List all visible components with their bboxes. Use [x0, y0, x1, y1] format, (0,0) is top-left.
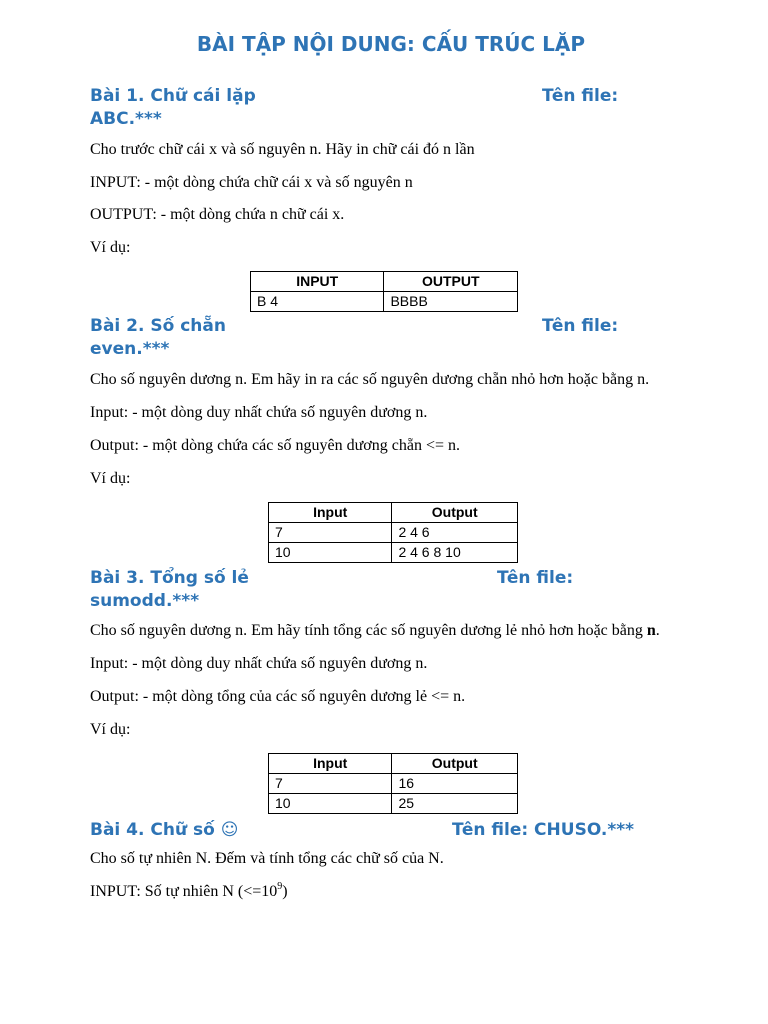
table-cell: 16 [392, 774, 518, 794]
exercise-3-description [90, 621, 660, 641]
exercise-3-title: Bài 3. Tổng số lẻ [90, 568, 249, 588]
table-cell: 2 4 6 8 10 [392, 543, 518, 563]
exercise-3-bold-n: n [646, 622, 656, 639]
table-cell: 25 [392, 794, 518, 814]
exercise-3-description-text: Cho số nguyên dương n. Em hãy tính tổng các số nguyên dương lẻ nhỏ hơn hoặc bằng [90, 622, 643, 639]
exercise-3-input: Input: - một dòng duy nhất chứa số nguyên dương n. [90, 655, 428, 672]
exercise-1-title: Bài 1. Chữ cái lặp [90, 86, 256, 106]
table-header: INPUT [251, 272, 384, 292]
table-cell: 2 4 6 [392, 523, 518, 543]
exercise-1-file-name: ABC.*** [90, 109, 162, 129]
exercise-2-example-table [268, 502, 518, 563]
exercise-1-output: OUTPUT: - một dòng chứa n chữ cái x. [90, 206, 345, 223]
exercise-4-input [90, 882, 288, 902]
exercise-4-description: Cho số tự nhiên N. Đếm và tính tổng các chữ số của N. [90, 850, 444, 867]
table-cell: 10 [269, 794, 392, 814]
exercise-2-description: Cho số nguyên dương n. Em hãy in ra các số nguyên dương chẵn nhỏ hơn hoặc bằng n. [90, 371, 650, 388]
table-header: Input [269, 503, 392, 523]
exercise-1-example-label: Ví dụ: [90, 239, 131, 256]
exercise-2-file-label: Tên file: [542, 316, 619, 336]
exercise-2-heading [90, 315, 619, 359]
table-cell: 10 [269, 543, 392, 563]
table-header: Output [392, 503, 518, 523]
exercise-1-description: Cho trước chữ cái x và số nguyên n. Hãy in chữ cái đó n lần [90, 141, 475, 158]
exercise-3-output: Output: - một dòng tổng của các số nguyên dương lẻ <= n. [90, 688, 466, 705]
table-cell: 7 [269, 523, 392, 543]
exercise-2-input: Input: - một dòng duy nhất chứa số nguyên dương n. [90, 404, 428, 421]
exercise-3-example-table [268, 753, 518, 814]
exercise-4-input-text: INPUT: Số tự nhiên N (<=10 [90, 883, 278, 900]
table-row [269, 774, 518, 794]
table-cell: B 4 [251, 292, 384, 312]
exercise-3-example-label: Ví dụ: [90, 721, 131, 738]
page-title: BÀI TẬP NỘI DUNG: CẤU TRÚC LẶP [196, 32, 586, 56]
exercise-1-example-table [250, 271, 518, 312]
table-header: OUTPUT [384, 272, 518, 292]
exercise-1-file-label: Tên file: [542, 86, 619, 106]
exercise-2-file-name: even.*** [90, 339, 170, 359]
exercise-3-file-name: sumodd.*** [90, 591, 200, 611]
exponent: 9 [277, 880, 283, 892]
exercise-4-title: Bài 4. Chữ số ☺ [90, 820, 239, 840]
table-cell: BBBB [384, 292, 518, 312]
exercise-4-heading [90, 819, 635, 842]
table-row [269, 794, 518, 814]
table-header: Input [269, 754, 392, 774]
table-row [269, 523, 518, 543]
table-header: Output [392, 754, 518, 774]
exercise-2-example-label: Ví dụ: [90, 470, 131, 487]
table-cell: 7 [269, 774, 392, 794]
table-row [251, 292, 518, 312]
exercise-1-heading [90, 85, 619, 129]
closing-paren: ) [282, 883, 288, 900]
exercise-2-title: Bài 2. Số chẵn [90, 316, 226, 336]
exercise-3-file-label: Tên file: [497, 568, 574, 588]
exercise-2-output: Output: - một dòng chứa các số nguyên dương chẵn <= n. [90, 437, 460, 454]
exercise-1-input: INPUT: - một dòng chứa chữ cái x và số nguyên n [90, 174, 413, 191]
exercise-3-period: . [655, 622, 660, 639]
exercise-4-file-title: Tên file: CHUSO.*** [452, 820, 635, 840]
table-row [269, 543, 518, 563]
exercise-3-heading [90, 567, 574, 611]
